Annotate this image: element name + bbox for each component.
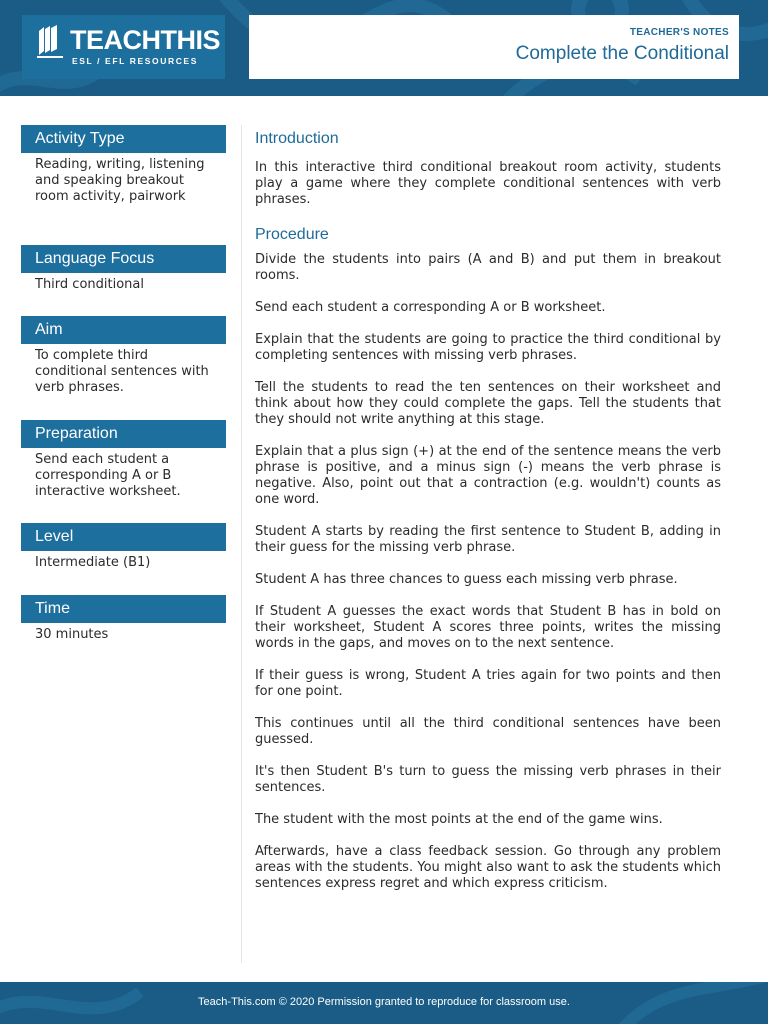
procedure-heading: Procedure — [255, 226, 329, 243]
activity-type-heading: Activity Type — [21, 125, 226, 153]
procedure-step: Student A has three chances to guess each missing verb phrase. — [255, 572, 678, 587]
procedure-step: Send each student a corresponding A or B worksheet. — [255, 300, 606, 315]
procedure-step: Tell the students to read the ten sentences on their worksheet and think about how they could complete the gaps. Tell the students that they should not write anything at this stage. — [255, 380, 721, 427]
level-heading: Level — [21, 523, 226, 551]
copyright-text: Teach-This.com © 2020 Permission granted to reproduce for classroom use. — [198, 996, 570, 1008]
language-focus-heading: Language Focus — [21, 245, 226, 273]
introduction-text: In this interactive third conditional breakout room activity, students play a game where they complete conditional sentences with verb phrases. — [255, 160, 721, 207]
activity-type-body: Reading, writing, listening and speaking breakout room activity, pairwork — [35, 157, 205, 204]
page-header — [0, 0, 768, 96]
book-icon — [36, 25, 66, 59]
title-box — [249, 15, 739, 79]
introduction-heading: Introduction — [255, 130, 339, 147]
preparation-body: Send each student a corresponding A or B interactive worksheet. — [35, 452, 181, 499]
procedure-step: If Student A guesses the exact words that Student B has in bold on their worksheet, Student A scores three points, writes the missing words in the gaps, and moves on to the next sentence. — [255, 604, 721, 651]
logo-text: TEACHTHIS — [70, 25, 220, 55]
procedure-step: Student A starts by reading the first sentence to Student B, adding in their guess for the missing verb phrase. — [255, 524, 721, 555]
procedure-step: Afterwards, have a class feedback session. Go through any problem areas with the students. You might also want to ask the students which sentences express regret and which express criticism. — [255, 844, 721, 891]
procedure-step: Explain that a plus sign (+) at the end of the sentence means the verb phrase is positive, and a minus sign (-) means the verb phrase is negative. Also, point out that a contraction (e.g. wouldn't) counts as one word. — [255, 444, 721, 507]
document-title: Complete the Conditional — [515, 43, 729, 64]
procedure-step: Explain that the students are going to practice the third conditional by completing sentences with missing verb phrases. — [255, 332, 721, 363]
time-body: 30 minutes — [35, 627, 109, 642]
main-content — [255, 128, 721, 908]
language-focus-body: Third conditional — [35, 277, 144, 292]
page-footer — [0, 982, 768, 1024]
procedure-step: It's then Student B's turn to guess the missing verb phrases in their sentences. — [255, 764, 721, 795]
logo[interactable] — [22, 15, 225, 79]
preparation-heading: Preparation — [21, 420, 226, 448]
notes-label: TEACHER'S NOTES — [629, 27, 729, 38]
time-heading: Time — [21, 595, 226, 623]
level-body: Intermediate (B1) — [35, 555, 151, 570]
procedure-step: Divide the students into pairs (A and B) and put them in breakout rooms. — [255, 252, 721, 283]
procedure-step: The student with the most points at the end of the game wins. — [255, 812, 663, 827]
procedure-step: If their guess is wrong, Student A tries again for two points and then for one point. — [255, 668, 721, 699]
column-divider — [241, 125, 242, 963]
procedure-step: This continues until all the third conditional sentences have been guessed. — [255, 716, 721, 747]
logo-subtitle: ESL / EFL RESOURCES — [72, 56, 198, 66]
aim-heading: Aim — [21, 316, 226, 344]
aim-body: To complete third conditional sentences with verb phrases. — [35, 348, 209, 395]
